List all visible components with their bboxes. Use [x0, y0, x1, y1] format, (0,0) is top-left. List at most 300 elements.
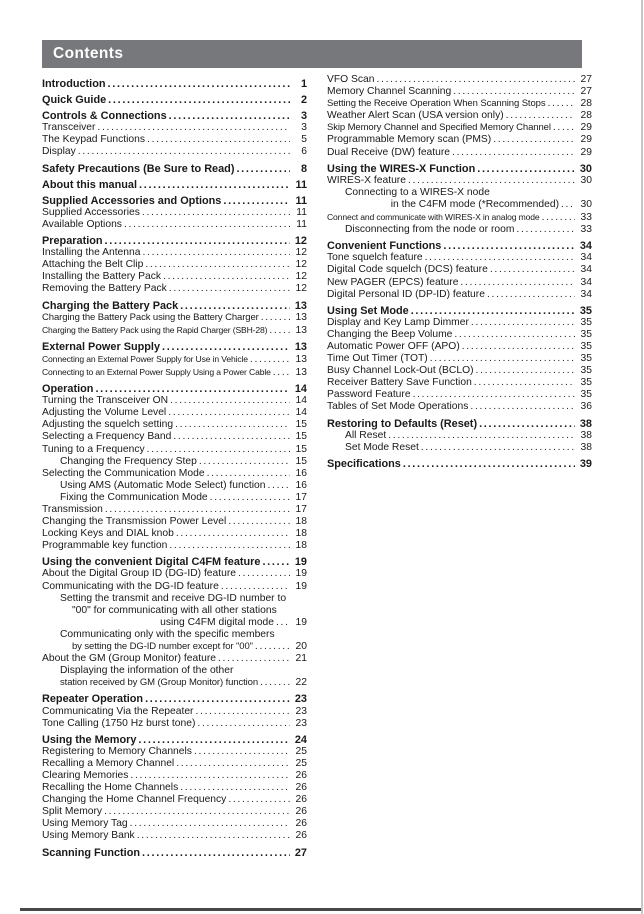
leader-dots	[169, 283, 290, 295]
toc-entry-label: Fixing the Communication Mode	[60, 491, 208, 503]
toc-entry	[42, 219, 307, 231]
toc-entry-label: Attaching the Belt Clip	[42, 259, 144, 271]
toc-entry-label: Tables of Set Mode Operations	[327, 401, 469, 413]
leader-dots	[490, 264, 575, 276]
leader-dots	[228, 516, 290, 528]
toc-entry	[42, 758, 307, 770]
toc-entry	[42, 641, 307, 653]
toc-entry	[42, 806, 307, 818]
toc-entry-continuation-line	[327, 187, 592, 199]
leader-dots	[196, 706, 291, 718]
toc-page-number: 15	[295, 431, 307, 443]
toc-heading	[42, 556, 307, 568]
toc-entry-label: Busy Channel Lock-Out (BCLO)	[327, 365, 474, 377]
toc-page-number: 23	[294, 693, 307, 706]
toc-entry-label: Changing the Frequency Step	[60, 455, 197, 467]
toc-entry	[42, 122, 307, 134]
toc-page-number: 3	[301, 122, 307, 134]
toc-entry-label: WIRES-X feature	[327, 174, 406, 186]
leader-dots	[176, 758, 290, 770]
leader-dots	[261, 312, 290, 324]
leader-dots	[142, 247, 290, 259]
toc-page-number: 15	[295, 419, 307, 431]
toc-entry	[327, 442, 592, 454]
leader-dots	[95, 383, 290, 395]
toc-entry-label: Digital Personal ID (DP-ID) feature	[327, 288, 485, 300]
toc-entry	[42, 324, 307, 337]
toc-page-number: 20	[295, 641, 307, 653]
toc-entry-label: External Power Supply	[42, 340, 161, 353]
leader-dots	[139, 179, 290, 191]
toc-entry	[42, 770, 307, 782]
toc-entry-label: station received by GM (Group Monitor) function	[60, 677, 259, 689]
toc-page-number: 35	[580, 316, 592, 328]
leader-dots	[147, 134, 290, 146]
toc-page-number: 27	[580, 86, 592, 98]
toc-page-number: 29	[580, 134, 592, 146]
toc-entry-label: Clearing Memories	[42, 769, 129, 781]
leader-dots	[250, 354, 290, 366]
toc-entry	[327, 353, 592, 365]
toc-entry-label: Display and Key Lamp Dimmer	[327, 316, 469, 328]
toc-entry	[42, 283, 307, 295]
toc-heading	[327, 458, 592, 470]
toc-page-number: 13	[295, 353, 307, 365]
leader-dots	[218, 653, 290, 665]
toc-entry-label: Quick Guide	[42, 94, 107, 107]
leader-dots	[228, 794, 290, 806]
toc-entry	[327, 110, 592, 122]
toc-page-number: 11	[296, 218, 307, 230]
toc-entry-continuation-line	[42, 629, 307, 641]
toc-entry-label: Using the convenient Digital C4FM feature	[42, 556, 261, 569]
toc-page-number: 34	[580, 288, 592, 300]
toc-entry-label: Communicating only with the specific members	[60, 628, 275, 640]
toc-entry-label: Installing the Battery Pack	[42, 271, 162, 283]
toc-entry-label: Locking Keys and DIAL knob	[42, 528, 174, 540]
toc-page-number: 23	[295, 717, 307, 729]
toc-entry	[42, 271, 307, 283]
toc-entry	[42, 528, 307, 540]
toc-page-number: 16	[295, 467, 307, 479]
toc-entry-label: Connecting to a WIRES-X node	[345, 186, 490, 198]
leader-dots	[194, 746, 290, 758]
toc-entry	[42, 312, 307, 324]
page-title: Contents	[53, 45, 124, 62]
toc-page-number: 27	[294, 846, 307, 859]
leader-dots	[108, 94, 290, 106]
toc-page-number: 25	[295, 757, 307, 769]
toc-page-number: 21	[295, 653, 307, 665]
toc-entry-label: Available Options	[42, 218, 122, 230]
toc-page-number: 35	[580, 328, 592, 340]
toc-entry	[42, 247, 307, 259]
toc-page-number: 17	[295, 504, 307, 515]
leader-dots	[477, 163, 575, 175]
toc-entry	[42, 677, 307, 689]
leader-dots	[223, 195, 290, 207]
toc-entry-label: Using Memory Bank	[42, 830, 135, 842]
toc-entry-label: All Reset	[345, 429, 387, 441]
toc-entry-label: Using AMS (Automatic Mode Select) function	[60, 479, 266, 491]
leader-dots	[169, 110, 290, 122]
toc-page-number: 24	[294, 733, 307, 746]
toc-heading	[42, 195, 307, 207]
toc-entry-label: Connecting an External Power Supply for Use in Vehicle	[42, 353, 248, 364]
leader-dots	[145, 693, 290, 705]
toc-page-number: 15	[295, 455, 307, 467]
toc-page-number: 18	[295, 528, 307, 540]
toc-heading	[42, 179, 307, 191]
toc-page-number: 13	[295, 366, 307, 378]
toc-entry-label: in the C4FM mode (*Recommended)	[390, 198, 559, 210]
toc-entry	[327, 147, 592, 159]
leader-dots	[443, 240, 575, 252]
leader-dots	[408, 175, 575, 187]
leader-dots	[176, 528, 290, 540]
leader-dots	[493, 134, 575, 146]
toc-entry	[42, 794, 307, 806]
toc-entry-label: Transceiver	[42, 122, 96, 134]
leader-dots	[130, 818, 290, 830]
toc-heading	[42, 300, 307, 312]
toc-heading	[327, 240, 592, 252]
toc-entry-label: Weather Alert Scan (USA version only)	[327, 110, 504, 122]
toc-entry	[327, 86, 592, 98]
toc-entry	[42, 617, 307, 629]
toc-page-number: 14	[295, 395, 307, 407]
toc-entry	[42, 419, 307, 431]
toc-page-number: 35	[580, 377, 592, 389]
leader-dots	[207, 468, 290, 480]
toc-page-number: 35	[580, 389, 592, 401]
toc-entry-label: Specifications	[327, 457, 401, 470]
toc-page-number: 12	[295, 283, 307, 295]
toc-entry-label: Connecting to an External Power Supply Using a Power Cable	[42, 366, 271, 377]
leader-dots	[105, 235, 290, 247]
toc-heading	[42, 341, 307, 353]
toc-entry-label: About the Digital Group ID (DG-ID) feature	[42, 568, 237, 580]
toc-entry-label: "00" for communicating with all other stations	[72, 604, 277, 616]
toc-entry-label: Displaying the information of the other	[60, 665, 234, 677]
toc-entry-label: using C4FM digital mode	[160, 616, 274, 628]
toc-entry-label: Scanning Function	[42, 846, 141, 859]
toc-page-number: 5	[301, 134, 307, 146]
leader-dots	[137, 830, 290, 842]
toc-entry-label: Display	[42, 146, 76, 158]
toc-page-number: 15	[295, 443, 307, 455]
leader-dots	[470, 401, 575, 413]
leader-dots	[197, 718, 290, 730]
toc-entry	[327, 430, 592, 442]
toc-entry-label: Changing the Beep Volume	[327, 328, 453, 340]
leader-dots	[168, 407, 290, 419]
toc-heading	[42, 110, 307, 122]
leader-dots	[210, 492, 290, 504]
leader-dots	[199, 456, 290, 468]
toc-entry-label: Transmission	[42, 504, 103, 515]
toc-page-number: 38	[580, 441, 592, 453]
page-edge	[641, 0, 643, 914]
leader-dots	[173, 431, 290, 443]
toc-entry	[42, 353, 307, 366]
toc-entry-label: Changing the Home Channel Frequency	[42, 794, 227, 806]
leader-dots	[430, 353, 575, 365]
toc-entry-label: Receiver Battery Save Function	[327, 377, 472, 389]
toc-entry-label: Adjusting the Volume Level	[42, 407, 167, 419]
leader-dots	[542, 212, 575, 224]
toc-entry-label: Communicating Via the Repeater	[42, 705, 194, 717]
toc-entry	[42, 504, 307, 516]
leader-dots	[108, 78, 290, 90]
toc-page-number: 35	[580, 353, 592, 365]
toc-page-number: 26	[295, 782, 307, 794]
toc-entry	[327, 224, 592, 236]
toc-entry-label: Setting the Receive Operation When Scanning Stops	[327, 98, 546, 110]
toc-page-number: 11	[296, 206, 307, 218]
toc-entry	[42, 830, 307, 842]
leader-dots	[162, 341, 290, 353]
toc-entry-label: Registering to Memory Channels	[42, 745, 192, 757]
toc-page-number: 14	[295, 407, 307, 419]
toc-entry	[42, 407, 307, 419]
toc-heading	[42, 383, 307, 395]
toc-entry-label: Safety Precautions (Be Sure to Read)	[42, 162, 235, 175]
toc-entry-label: About the GM (Group Monitor) feature	[42, 653, 216, 665]
toc-entry-label: Programmable key function	[42, 540, 168, 552]
toc-page-number: 29	[580, 146, 592, 158]
toc-entry	[42, 782, 307, 794]
toc-entry-label: Changing the Transmission Power Level	[42, 516, 227, 528]
leader-dots	[163, 271, 290, 283]
toc-entry-label: Connect and communicate with WIRES-X in analog mode	[327, 212, 540, 223]
toc-page-number: 39	[579, 457, 592, 470]
leader-dots	[124, 219, 290, 231]
toc-entry	[327, 317, 592, 329]
toc-page-number: 38	[579, 417, 592, 430]
toc-entry-label: Tuning to a Frequency	[42, 443, 145, 455]
toc-page-number: 30	[580, 174, 592, 186]
leader-dots	[548, 98, 576, 110]
toc-page-number: 19	[294, 556, 307, 569]
toc-page-number: 36	[580, 401, 592, 413]
toc-entry-label: Supplied Accessories and Options	[42, 194, 222, 207]
leader-dots	[105, 504, 290, 516]
toc-entry	[327, 365, 592, 377]
toc-entry-label: New PAGER (EPCS) feature	[327, 276, 459, 288]
leader-dots	[476, 365, 575, 377]
toc-entry	[42, 706, 307, 718]
toc-page-number: 27	[580, 74, 592, 85]
toc-entry	[42, 146, 307, 158]
toc-heading	[327, 305, 592, 317]
toc-entry	[42, 468, 307, 480]
toc-page-number: 12	[294, 235, 307, 248]
toc-entry	[42, 516, 307, 528]
toc-page-number: 28	[580, 98, 592, 110]
toc-entry-label: Using the Memory	[42, 733, 137, 746]
toc-entry-label: Introduction	[42, 78, 106, 90]
toc-entry	[327, 211, 592, 224]
toc-page-number: 26	[295, 818, 307, 830]
leader-dots	[262, 556, 290, 568]
leader-dots	[260, 677, 290, 689]
toc-page-number: 16	[295, 479, 307, 491]
leader-dots	[276, 617, 290, 629]
leader-dots	[453, 86, 575, 98]
toc-page-number: 38	[580, 429, 592, 441]
leader-dots	[413, 389, 575, 401]
toc-page-number: 18	[295, 516, 307, 528]
toc-entry	[327, 98, 592, 110]
toc-entry-label: Charging the Battery Pack using the Rapid Charger (SBH-28)	[42, 324, 268, 335]
leader-dots	[169, 540, 290, 552]
contents-header-bar	[42, 40, 582, 68]
toc-entry-label: Digital Code squelch (DCS) feature	[327, 264, 488, 276]
toc-page-number: 13	[294, 299, 307, 312]
toc-page-number: 6	[301, 146, 307, 158]
toc-page-number: 34	[579, 240, 592, 253]
toc-entry	[327, 329, 592, 341]
leader-dots	[142, 847, 290, 859]
toc-heading	[42, 734, 307, 746]
toc-entry	[327, 389, 592, 401]
toc-entry-label: Recalling the Home Channels	[42, 782, 179, 794]
leader-dots	[238, 568, 290, 580]
leader-dots	[255, 641, 290, 653]
leader-dots	[236, 163, 290, 175]
toc-entry	[42, 259, 307, 271]
toc-page-number: 12	[295, 247, 307, 259]
toc-entry	[42, 444, 307, 456]
toc-entry-label: Preparation	[42, 235, 103, 248]
leader-dots	[516, 224, 575, 236]
toc-heading	[327, 418, 592, 430]
leader-dots	[474, 377, 575, 389]
leader-dots	[273, 367, 290, 379]
toc-entry-label: Tone Calling (1750 Hz burst tone)	[42, 717, 196, 729]
toc-entry-label: Selecting the Communication Mode	[42, 467, 205, 479]
toc-page-number: 13	[295, 324, 307, 336]
toc-entry-label: Automatic Power OFF (APO)	[327, 340, 460, 352]
toc-entry-label: Selecting a Frequency Band	[42, 431, 172, 443]
leader-dots	[170, 395, 290, 407]
toc-entry-label: The Keypad Functions	[42, 134, 146, 146]
toc-page-number: 30	[580, 198, 592, 210]
leader-dots	[460, 277, 575, 289]
toc-entry-label: Recalling a Memory Channel	[42, 757, 175, 769]
toc-entry-label: Communicating with the DG-ID feature	[42, 580, 219, 592]
leader-dots	[142, 207, 290, 219]
toc-entry-label: Operation	[42, 383, 94, 396]
toc-entry-label: Charging the Battery Pack using the Battery Charger	[42, 311, 259, 323]
leader-dots	[267, 480, 290, 492]
leader-dots	[138, 734, 290, 746]
toc-entry-label: Repeater Operation	[42, 693, 144, 706]
toc-column-right	[327, 74, 592, 470]
leader-dots	[97, 122, 290, 134]
toc-page-number: 26	[295, 769, 307, 781]
toc-entry	[327, 341, 592, 353]
leader-dots	[553, 122, 575, 134]
toc-entry	[327, 122, 592, 134]
toc-entry-label: Convenient Functions	[327, 240, 442, 253]
toc-entry	[42, 456, 307, 468]
toc-entry	[327, 199, 592, 211]
toc-heading	[42, 163, 307, 175]
toc-entry	[327, 289, 592, 301]
leader-dots	[377, 74, 576, 86]
toc-entry	[42, 818, 307, 830]
toc-entry	[327, 175, 592, 187]
toc-entry-label: Set Mode Reset	[345, 441, 419, 453]
toc-entry	[327, 277, 592, 289]
toc-entry-continuation-line	[42, 665, 307, 677]
leader-dots	[471, 317, 575, 329]
toc-page-number: 19	[295, 568, 307, 580]
toc-entry	[42, 207, 307, 219]
toc-heading	[42, 235, 307, 247]
toc-page-number: 17	[295, 491, 307, 503]
toc-page-number: 25	[295, 745, 307, 757]
toc-entry-label: Memory Channel Scanning	[327, 86, 452, 98]
toc-page-number: 29	[580, 122, 592, 134]
leader-dots	[454, 329, 575, 341]
toc-heading	[42, 78, 307, 90]
toc-page-number: 35	[579, 304, 592, 317]
toc-entry	[327, 134, 592, 146]
toc-entry-label: Using Memory Tag	[42, 818, 128, 830]
leader-dots	[180, 300, 290, 312]
leader-dots	[506, 110, 575, 122]
toc-entry	[42, 431, 307, 443]
toc-entry-label: Setting the transmit and receive DG-ID number to	[60, 592, 287, 604]
leader-dots	[104, 806, 290, 818]
leader-dots	[421, 442, 575, 454]
leader-dots	[561, 199, 575, 211]
toc-entry-label: Turning the Transceiver ON	[42, 395, 169, 407]
toc-entry-continuation-line	[42, 593, 307, 605]
toc-page-number: 11	[295, 178, 307, 191]
leader-dots	[175, 419, 290, 431]
toc-entry	[42, 366, 307, 379]
toc-page-number: 35	[580, 340, 592, 352]
toc-heading	[327, 163, 592, 175]
toc-entry	[42, 653, 307, 665]
toc-entry	[42, 568, 307, 580]
leader-dots	[221, 581, 290, 593]
leader-dots	[388, 430, 575, 442]
toc-page-number: 8	[300, 162, 307, 175]
leader-dots	[462, 341, 575, 353]
toc-heading	[42, 847, 307, 859]
leader-dots	[411, 305, 575, 317]
footer-rule	[20, 908, 641, 911]
toc-page-number: 33	[580, 212, 592, 224]
toc-page-number: 26	[295, 806, 307, 818]
toc-page-number: 3	[300, 110, 307, 123]
toc-page-number: 12	[295, 259, 307, 271]
toc-page-number: 30	[579, 162, 592, 175]
toc-entry	[327, 264, 592, 276]
toc-page-number: 33	[580, 224, 592, 236]
toc-entry-label: Removing the Battery Pack	[42, 283, 167, 295]
leader-dots	[147, 444, 290, 456]
toc-entry-label: Using the WIRES-X Function	[327, 162, 476, 175]
toc-column-left	[42, 74, 307, 859]
toc-entry-label: Charging the Battery Pack	[42, 299, 179, 312]
leader-dots	[452, 147, 575, 159]
